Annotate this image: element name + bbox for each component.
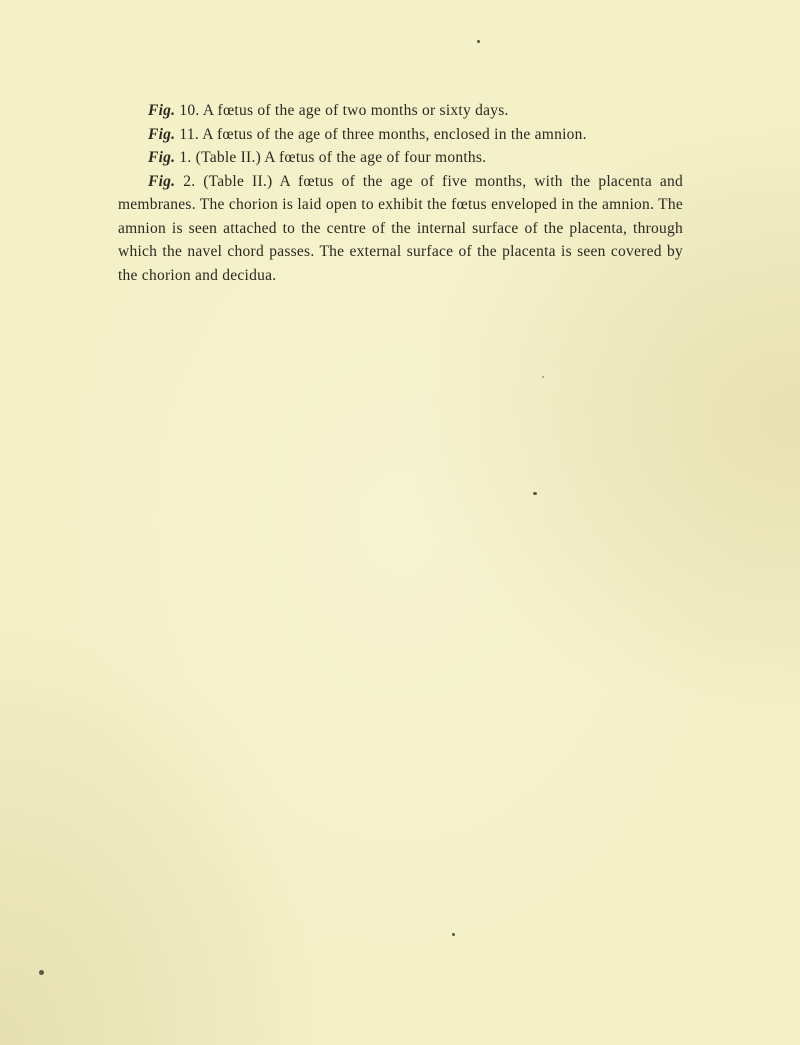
caption-text: (Table II.) A fœtus of the age of four months. — [195, 149, 487, 166]
caption-text: A fœtus of the age of three months, enclosed in the amnion. — [202, 125, 587, 143]
fig-label: Fig. — [148, 102, 176, 119]
paper-speck — [533, 492, 537, 495]
fig-label: Fig. — [148, 125, 176, 143]
paper-speck — [477, 40, 480, 43]
caption-fig-2 — [118, 170, 683, 288]
paper-speck — [452, 933, 455, 936]
caption-text: (Table II.) A fœtus of the age of five months, with the placenta and membranes. The chorion is laid open to exhibit the fœtus enveloped in the amnion. The amnion is seen attached to the centre of the internal surface of the placenta, through which the navel chord passes. The external surface of the placenta is seen covered by the chorion and decidua. — [118, 172, 683, 284]
figure-captions — [118, 99, 683, 287]
caption-fig-1 — [118, 146, 683, 170]
paper-speck — [542, 376, 544, 378]
caption-fig-11 — [118, 123, 683, 147]
fig-label: Fig. — [148, 149, 176, 166]
fig-label: Fig. — [148, 172, 176, 190]
fig-number: 11. — [179, 125, 199, 143]
caption-text: A fœtus of the age of two months or sixty days. — [202, 102, 509, 119]
paper-speck — [39, 970, 44, 975]
caption-fig-10 — [118, 99, 683, 123]
fig-number: 10. — [179, 102, 200, 119]
fig-number: 2. — [183, 172, 196, 190]
fig-number: 1. — [179, 149, 192, 166]
